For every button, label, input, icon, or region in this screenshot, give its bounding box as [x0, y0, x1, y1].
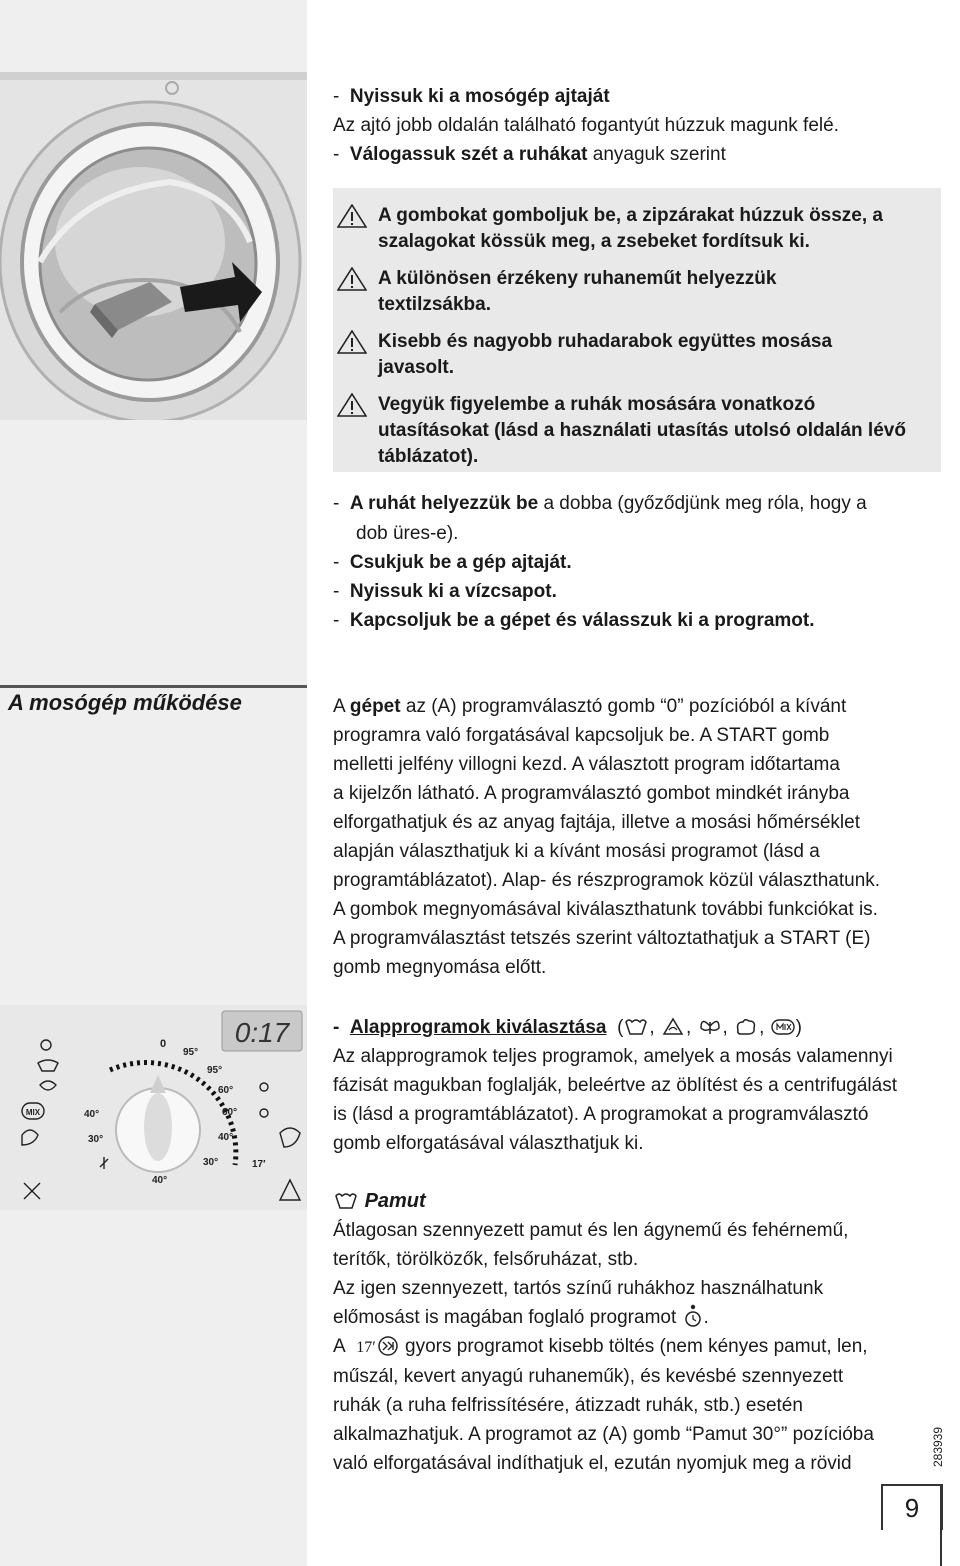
cotton-paragraph	[333, 1216, 948, 1478]
step-load-drum-cont	[356, 519, 936, 548]
step-dash: -	[333, 144, 340, 165]
warning-text: Vegyük figyelembe a ruhák mosására vonatkozó utasításokat (lásd a használati utasítás utolsó oldalán lévő táblázatot).	[378, 394, 906, 467]
operation-line: a kijelzőn látható. A programválasztó gombot mindkét irányba	[333, 783, 850, 804]
panel-mix-label: MIX	[25, 1108, 41, 1117]
operation-line: elforgathatjuk és az anyag fajtája, illetve a mosási hőmérséklet	[333, 812, 860, 833]
warning-triangle-icon	[337, 393, 367, 417]
warning-triangle-icon	[337, 330, 367, 354]
operation-line: gomb megnyomása előtt.	[333, 957, 547, 978]
operation-line: A gombok megnyomásával kiválaszthatunk további funkciókat is.	[333, 899, 878, 920]
prewash-icon	[682, 1304, 704, 1328]
cotton-title: Pamut	[364, 1190, 426, 1212]
step-load-drum: - A ruhát helyezzük be a dobba (győződjünk meg róla, hogy a	[333, 493, 867, 514]
warning-item	[337, 329, 898, 381]
basic-line: is (lásd a programtáblázatot). A programokat a programválasztó	[333, 1104, 869, 1125]
basic-paragraph	[333, 1042, 948, 1158]
quick-program-icon	[376, 1335, 400, 1357]
step-text: dob üres-e).	[356, 523, 459, 544]
operation-paragraph	[333, 692, 948, 982]
step-bold: Nyissuk ki a vízcsapot.	[349, 581, 557, 602]
basic-sep: ,	[722, 1017, 728, 1038]
warning-item	[337, 203, 938, 255]
wool-icon	[733, 1016, 759, 1038]
operation-line: A programválasztást tetszés szerint változtathatjuk a START (E)	[333, 928, 871, 949]
cotton-tub-icon	[623, 1016, 649, 1038]
operation-line: melletti jelfény villogni kezd. A választott program időtartama	[333, 754, 840, 775]
cotton-line	[333, 1332, 948, 1362]
cotton-line: ruhák (a ruha felfrissítésére, átizzadt ruhák, stb.) esetén	[333, 1395, 803, 1416]
basic-programs-heading	[333, 1013, 933, 1042]
panel-label: 40°	[152, 1175, 168, 1186]
warning-item	[337, 392, 923, 470]
basic-line: Az alapprogramok teljes programok, amelyek a mosás valamennyi	[333, 1046, 893, 1067]
step-bold: A ruhát helyezzük be	[349, 493, 539, 514]
operation-line: programtáblázatot). Alap- és részprogramok közül választhatunk.	[333, 870, 881, 891]
cotton-line: terítők, törölközők, felsőruházat, stb.	[333, 1249, 639, 1270]
cotton-heading	[333, 1186, 426, 1216]
basic-sep: ,	[649, 1017, 655, 1038]
synthetic-tub-icon	[660, 1016, 686, 1038]
door-illustration	[0, 72, 307, 420]
basic-sep: ,	[685, 1017, 692, 1038]
step-switch-on: - Kapcsoljuk be a gépet és válasszuk ki a programot.	[333, 610, 815, 631]
operation-line: alapján választhatjuk ki a kívánt mosási programot (lásd a	[333, 841, 820, 862]
step-bold: Válogassuk szét a ruhákat	[349, 144, 588, 165]
warning-text: A különösen érzékeny ruhaneműt helyezzük textilzsákba.	[378, 268, 777, 315]
operation-bold: gépet	[349, 696, 401, 717]
operation-line	[333, 692, 948, 721]
cotton-line: Az igen szennyezett, tartós színű ruhákhoz használhatunk	[333, 1278, 824, 1299]
step-bold: Csukjuk be a gép ajtaját.	[349, 552, 572, 573]
warning-text: Kisebb és nagyobb ruhadarabok együttes mosása javasolt.	[378, 331, 833, 378]
basic-close-paren: )	[795, 1017, 802, 1038]
cotton-text: gyors programot kisebb töltés (nem kényes pamut, len,	[405, 1336, 868, 1357]
cotton-line: alkalmazhatjuk. A programot az (A) gomb “Pamut 30°” pozícióba	[333, 1424, 874, 1445]
step-dash: -	[333, 86, 340, 107]
cotton-text: .	[703, 1307, 709, 1328]
operation-text: az (A) programválasztó gomb “0” pozícióból a kívánt	[400, 696, 847, 717]
page-number: 9	[881, 1484, 943, 1530]
mix-icon	[770, 1016, 796, 1038]
step-bold: Kapcsoljuk be a gépet és válasszuk ki a programot.	[349, 610, 815, 631]
quick-time-label: 17′	[356, 1339, 376, 1356]
cotton-line: Átlagosan szennyezett pamut és len ágynemű és fehérnemű,	[333, 1220, 849, 1241]
section-rule	[0, 685, 307, 688]
warning-triangle-icon	[337, 204, 367, 228]
document-number: 283939	[931, 1426, 946, 1468]
step-text: anyaguk szerint	[587, 144, 726, 165]
section-title: A mosógép működése	[8, 690, 242, 715]
panel-label: 40°	[218, 1132, 234, 1143]
operation-line: programra való forgatásával kapcsoljuk be. A START gomb	[333, 725, 830, 746]
step-text: a dobba (győződjünk meg róla, hogy a	[538, 493, 867, 514]
delicate-butterfly-icon	[697, 1016, 723, 1038]
panel-display: 0:17	[234, 1017, 290, 1048]
warning-text: A gombokat gomboljuk be, a zipzárakat húzzuk össze, a szalagokat kössük meg, a zsebeket fordítsuk ki.	[378, 205, 884, 252]
cotton-tub-icon	[333, 1190, 359, 1212]
panel-label: 30°	[203, 1157, 219, 1168]
basic-title: Alapprogramok kiválasztása	[349, 1017, 607, 1038]
cotton-line: műszál, kevert anyagú ruhaneműk), és kevésbé szennyezett	[333, 1366, 844, 1387]
cotton-line	[333, 1303, 948, 1332]
panel-label: 60°	[222, 1107, 238, 1118]
step-close-door: - Csukjuk be a gép ajtaját.	[333, 552, 572, 573]
panel-label: 17′	[252, 1159, 266, 1170]
panel-label: 95°	[207, 1065, 223, 1076]
cotton-line: való elforgatásával indíthatjuk el, ezután nyomjuk meg a rövid	[333, 1453, 852, 1474]
basic-open-paren: (	[617, 1017, 624, 1038]
step-open-door	[333, 82, 933, 111]
panel-label: 30°	[88, 1134, 104, 1145]
warning-triangle-icon	[337, 267, 367, 291]
warning-item	[337, 266, 838, 318]
panel-label: 40°	[84, 1109, 100, 1120]
page-rule	[940, 1484, 942, 1566]
step-sort-clothes	[333, 140, 933, 169]
step-door-handle-text	[333, 111, 933, 140]
panel-label: 0	[160, 1038, 167, 1050]
panel-label: 95°	[183, 1047, 199, 1058]
step-text: Az ajtó jobb oldalán található fogantyút húzzuk magunk felé.	[333, 115, 839, 136]
cotton-text: A	[333, 1336, 346, 1357]
step-bold: Nyissuk ki a mosógép ajtaját	[349, 86, 610, 107]
basic-sep: ,	[759, 1017, 765, 1038]
cotton-text: előmosást is magában foglaló programot	[333, 1307, 677, 1328]
basic-line: fázisát magukban foglalják, beleértve az öblítést és a centrifugálást	[333, 1075, 897, 1096]
operation-text: A	[333, 696, 350, 717]
basic-dash: -	[333, 1017, 340, 1038]
panel-label: 60°	[218, 1085, 234, 1096]
basic-line: gomb elforgatásával választhatjuk ki.	[333, 1133, 644, 1154]
control-panel-illustration	[0, 1005, 307, 1210]
step-open-tap: - Nyissuk ki a vízcsapot.	[333, 581, 557, 602]
